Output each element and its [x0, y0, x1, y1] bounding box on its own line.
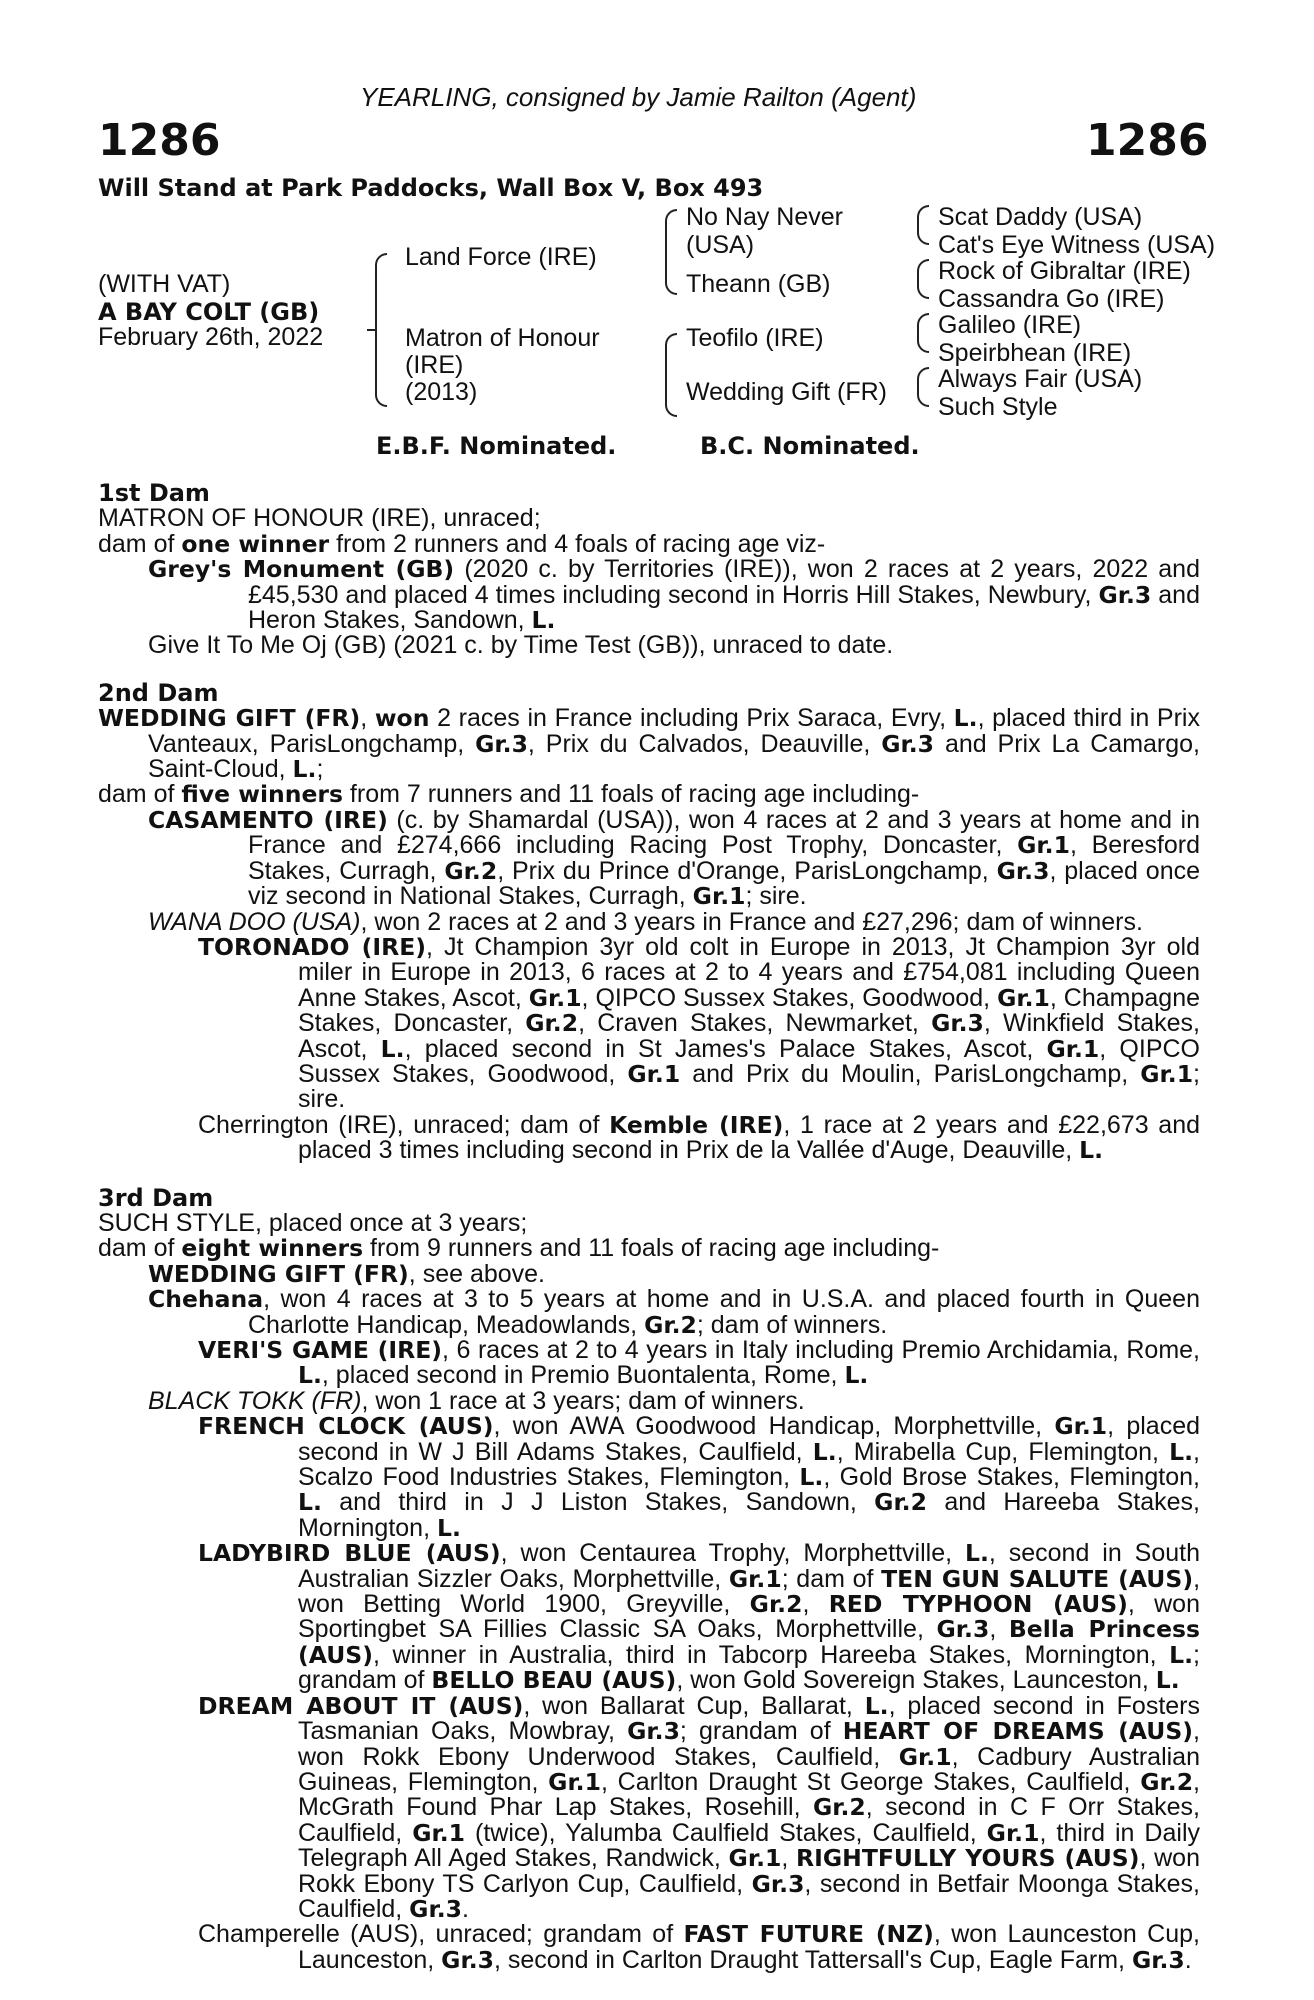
- pedigree-dsd: Speirbhean (IRE): [938, 339, 1132, 367]
- pedigree-sss: Scat Daddy (USA): [938, 203, 1143, 231]
- second-dam-produce-summary: dam of five winners from 7 runners and 11 foals of racing age including-: [98, 780, 920, 809]
- pedigree-sire-sire: No Nay Never: [686, 203, 843, 231]
- sire-line-brace: [665, 209, 677, 295]
- pedigree-sire: Land Force (IRE): [405, 243, 597, 271]
- pedigree-dam-dam: Wedding Gift (FR): [686, 378, 887, 406]
- first-dam-heading: 1st Dam: [98, 479, 210, 507]
- pedigree-ddd: Such Style: [938, 393, 1058, 421]
- pedigree-sire-sire-country: (USA): [686, 231, 755, 259]
- cherrington-entry: Cherrington (IRE), unraced; dam of Kemble (IRE), 1 race at 2 years and £22,673 and placed 3 times including second in Prix de la Vallée d'Auge, Deauville, L.: [198, 1110, 1200, 1165]
- dam-line-brace: [665, 333, 677, 417]
- first-dam-produce-summary: dam of one winner from 2 runners and 4 foals of racing age viz-: [98, 529, 826, 558]
- first-dam-produce-2: Give It To Me Oj (GB) (2021 c. by Time Test (GB)), unraced to date.: [148, 631, 894, 660]
- second-dam-heading: 2nd Dam: [98, 678, 219, 707]
- pedigree-sire-dam: Theann (GB): [686, 270, 831, 298]
- pedigree-dds: Always Fair (USA): [938, 365, 1143, 393]
- pedigree-dam-year: (2013): [405, 378, 478, 406]
- first-dam-line: MATRON OF HONOUR (IRE), unraced;: [98, 504, 541, 533]
- bc-nomination: B.C. Nominated.: [700, 432, 920, 460]
- brace-dam-sire: [917, 313, 929, 353]
- third-dam-line: SUCH STYLE, placed once at 3 years;: [98, 1208, 528, 1237]
- wana-doo-entry: WANA DOO (USA), won 2 races at 2 and 3 years in France and £27,296; dam of winners.: [148, 907, 1143, 936]
- second-dam-record: WEDDING GIFT (FR), won 2 races in France including Prix Saraca, Evry, L., placed third in Prix Vanteaux, ParisLongchamp, Gr.3, Prix du Calvados, Deauville, Gr.3 and Prix La Camargo, Saint-Cloud, L.;: [98, 704, 1200, 784]
- chehana-entry: Chehana, won 4 races at 3 to 5 years at home and in U.S.A. and placed fourth in Queen Charlotte Handicap, Meadowlands, Gr.2; dam of winners.: [148, 1285, 1200, 1339]
- ladybird-blue-entry: LADYBIRD BLUE (AUS), won Centaurea Trophy, Morphettville, L., second in South Australian Sizzler Oaks, Morphettville, Gr.1; dam of TEN GUN SALUTE (AUS), won Betting World 1900, Greyville, Gr.2, RED TYPHOON (AUS), won Sportingbet SA Fillies Classic SA Oaks, Morphettville, Gr.3, Bella Princess (AUS), winner in Australia, third in Tabcorp Hareeba Stakes, Mornington, L.; grandam of BELLO BEAU (AUS), won Gold Sovereign Stakes, Launceston, L.: [198, 1539, 1201, 1695]
- brace-sire-dam: [917, 259, 929, 299]
- stand-location: Will Stand at Park Paddocks, Wall Box V, Box 493: [98, 174, 764, 202]
- lot-number-left: 1286: [98, 115, 221, 166]
- veris-game-entry: VERI'S GAME (IRE), 6 races at 2 to 4 years in Italy including Premio Archidamia, Rome, L., placed second in Premio Buontalenta, Rome, L.: [198, 1336, 1200, 1390]
- pedigree-brace-main: [375, 253, 387, 407]
- pedigree-ssd: Cat's Eye Witness (USA): [938, 231, 1216, 259]
- toronado-entry: TORONADO (IRE), Jt Champion 3yr old colt in Europe in 2013, Jt Champion 3yr old miler in Europe in 2013, 6 races at 2 to 4 years and £754,081 including Queen Anne Stakes, Ascot, Gr.1, QIPCO Sussex Stakes, Goodwood, Gr.1, Champagne Stakes, Doncaster, Gr.2, Craven Stakes, Newmarket, Gr.3, Winkfield Stakes, Ascot, L., placed second in St James's Palace Stakes, Ascot, Gr.1, QIPCO Sussex Stakes, Goodwood, Gr.1 and Prix du Moulin, ParisLongchamp, Gr.1; sire.: [198, 932, 1200, 1114]
- pedigree-dam-country: (IRE): [405, 351, 464, 379]
- champerelle-entry: Champerelle (AUS), unraced; grandam of FAST FUTURE (NZ), won Launceston Cup, Launceston, Gr.3, second in Carlton Draught Tattersall's Cup, Eagle Farm, Gr.3.: [198, 1920, 1200, 1974]
- dream-about-it-entry: DREAM ABOUT IT (AUS), won Ballarat Cup, Ballarat, L., placed second in Fosters Tasmanian Oaks, Mowbray, Gr.3; grandam of HEART OF DREAMS (AUS), won Rokk Ebony Underwood Stakes, Caulfield, Gr.1, Cadbury Australian Guineas, Flemington, Gr.1, Carlton Draught St George Stakes, Caulfield, Gr.2, McGrath Found Phar Lap Stakes, Rosehill, Gr.2, second in C F Orr Stakes, Caulfield, Gr.1 (twice), Yalumba Caulfield Stakes, Caulfield, Gr.1, third in Daily Telegraph All Aged Stakes, Randwick, Gr.1, RIGHTFULLY YOURS (AUS), won Rokk Ebony TS Carlyon Cup, Caulfield, Gr.3, second in Betfair Moonga Stakes, Caulfield, Gr.3.: [198, 1691, 1200, 1923]
- pedigree-sds: Rock of Gibraltar (IRE): [938, 257, 1191, 285]
- third-dam-produce-summary: dam of eight winners from 9 runners and 11 foals of racing age including-: [98, 1234, 940, 1263]
- catalogue-body: [98, 481, 1200, 1973]
- pedigree-dss: Galileo (IRE): [938, 311, 1082, 339]
- casamento-entry: CASAMENTO (IRE) (c. by Shamardal (USA)), won 4 races at 2 and 3 years at home and in France and £274,666 including Racing Post Trophy, Doncaster, Gr.1, Beresford Stakes, Curragh, Gr.2, Prix du Prince d'Orange, ParisLongchamp, Gr.3, placed once viz second in National Stakes, Curragh, Gr.1; sire.: [148, 805, 1200, 911]
- horse-name: A BAY COLT (GB): [98, 298, 320, 326]
- pedigree-sdd: Cassandra Go (IRE): [938, 285, 1165, 313]
- french-clock-entry: FRENCH CLOCK (AUS), won AWA Goodwood Handicap, Morphettville, Gr.1, placed second in W J Bill Adams Stakes, Caulfield, L., Mirabella Cup, Flemington, L., Scalzo Food Industries Stakes, Flemington, L., Gold Brose Stakes, Flemington, L. and third in J J Liston Stakes, Sandown, Gr.2 and Hareeba Stakes, Mornington, L.: [198, 1412, 1201, 1542]
- ebf-nomination: E.B.F. Nominated.: [376, 432, 617, 460]
- pedigree-dam-sire: Teofilo (IRE): [686, 324, 824, 352]
- first-dam-produce-1: Grey's Monument (GB) (2020 c. by Territories (IRE)), won 2 races at 2 years, 2022 and £45,530 and placed 4 times including second in Horris Hill Stakes, Newbury, Gr.3 and Heron Stakes, Sandown, L.: [148, 555, 1200, 635]
- brace-dam-dam: [917, 367, 929, 407]
- pedigree-brace-tip: [367, 329, 375, 331]
- brace-sire-sire: [917, 205, 929, 245]
- lot-number-right: 1286: [1086, 115, 1209, 166]
- wedding-gift-entry: WEDDING GIFT (FR), see above.: [148, 1259, 546, 1288]
- consignor-line: YEARLING, consigned by Jamie Railton (Agent): [360, 82, 917, 112]
- black-tokk-entry: BLACK TOKK (FR), won 1 race at 3 years; dam of winners.: [148, 1386, 805, 1415]
- horse-dob: February 26th, 2022: [98, 323, 324, 351]
- vat-note: (WITH VAT): [98, 270, 231, 298]
- pedigree-dam: Matron of Honour: [405, 324, 600, 352]
- third-dam-heading: 3rd Dam: [98, 1183, 214, 1212]
